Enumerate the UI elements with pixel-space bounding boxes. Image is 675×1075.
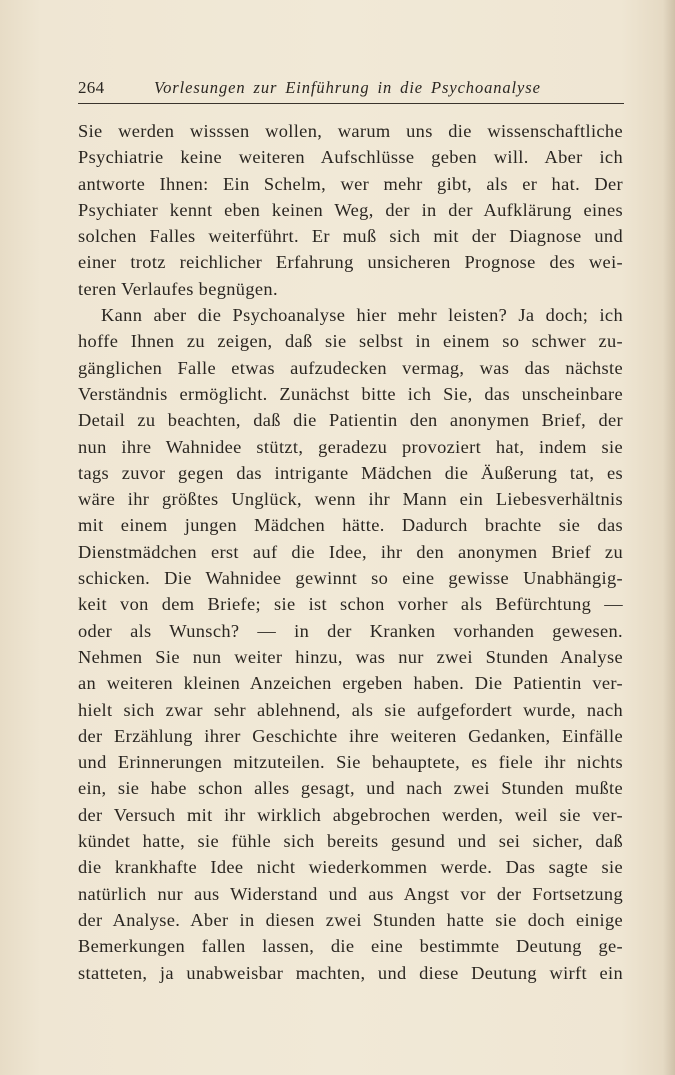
text-line: Psychiatrie keine weiteren Aufschlüsse geben will. Aber ich [78,147,623,168]
text-line: mit einem jungen Mädchen hätte. Dadurch brachte sie das [78,515,623,536]
text-line: Bemerkungen fallen lassen, die eine bestimmte Deutung ge- [78,936,623,957]
page-number: 264 [78,78,105,97]
text-line: teren Verlaufes begnügen. [78,278,278,299]
text-line: hoffe Ihnen zu zeigen, daß sie selbst in einem so schwer zu- [78,331,623,352]
text-line: statteten, ja unabweisbar machten, und diese Deutung wirft ein [78,962,623,983]
header-rule [78,103,624,104]
page-header [78,78,628,104]
paragraph-1 [78,118,623,302]
text-line: der Analyse. Aber in diesen zwei Stunden hatte sie doch einige [78,909,623,930]
text-line: Nehmen Sie nun weiter hinzu, was nur zwei Stunden Analyse [78,646,623,667]
text-line: und Erinnerungen mitzuteilen. Sie behauptete, es fiele ihr nichts [78,752,623,773]
text-line: einer trotz reichlicher Erfahrung unsicheren Prognose des wei- [78,252,623,273]
text-line: oder als Wunsch? — in der Kranken vorhanden gewesen. [78,620,623,641]
text-line: antworte Ihnen: Ein Schelm, wer mehr gibt, als er hat. Der [78,173,623,194]
text-line: schicken. Die Wahnidee gewinnt so eine gewisse Unabhängig- [78,568,623,589]
text-line: nun ihre Wahnidee stützt, geradezu provoziert hat, indem sie [78,436,623,457]
body-text [78,118,623,986]
text-line: Detail zu beachten, daß die Patientin den anonymen Brief, der [78,410,623,431]
text-line: ein, sie habe schon alles gesagt, und nach zwei Stunden mußte [78,778,623,799]
text-line: Verständnis ermöglicht. Zunächst bitte ich Sie, das unscheinbare [78,383,623,404]
text-line: an weiteren kleinen Anzeichen ergeben haben. Die Patientin ver- [78,673,623,694]
text-line: keit von dem Briefe; sie ist schon vorher als Befürchtung — [78,594,623,615]
text-line: wäre ihr größtes Unglück, wenn ihr Mann ein Liebesverhältnis [78,489,623,510]
text-line: Psychiater kennt eben keinen Weg, der in der Aufklärung eines [78,199,623,220]
running-head: Vorlesungen zur Einführung in die Psychoanalyse [154,78,541,97]
paragraph-2 [78,302,623,986]
text-line: der Versuch mit ihr wirklich abgebrochen werden, weil sie ver- [78,804,623,825]
text-line: kündet hatte, sie fühle sich bereits gesund und sei sicher, daß [78,831,623,852]
text-line: tags zuvor gegen das intrigante Mädchen die Äußerung tat, es [78,462,623,483]
page-edge-shadow [663,0,675,1075]
text-line: die krankhafte Idee nicht wiederkommen werde. Das sagte sie [78,857,623,878]
text-line: Sie werden wisssen wollen, warum uns die wissenschaftliche [78,121,623,141]
text-line: gänglichen Falle etwas aufzudecken vermag, was das nächste [78,357,623,378]
text-line: Dienstmädchen erst auf die Idee, ihr den anonymen Brief zu [78,541,623,562]
text-line: natürlich nur aus Widerstand und aus Angst vor der Fortsetzung [78,883,623,904]
text-line: Kann aber die Psychoanalyse hier mehr leisten? Ja doch; ich [101,305,623,326]
text-line: solchen Falles weiterführt. Er muß sich mit der Diagnose und [78,226,623,247]
text-line: der Erzählung ihrer Geschichte ihre weiteren Gedanken, Einfälle [78,725,623,746]
text-line: hielt sich zwar sehr ablehnend, als sie aufgefordert wurde, nach [78,699,623,720]
